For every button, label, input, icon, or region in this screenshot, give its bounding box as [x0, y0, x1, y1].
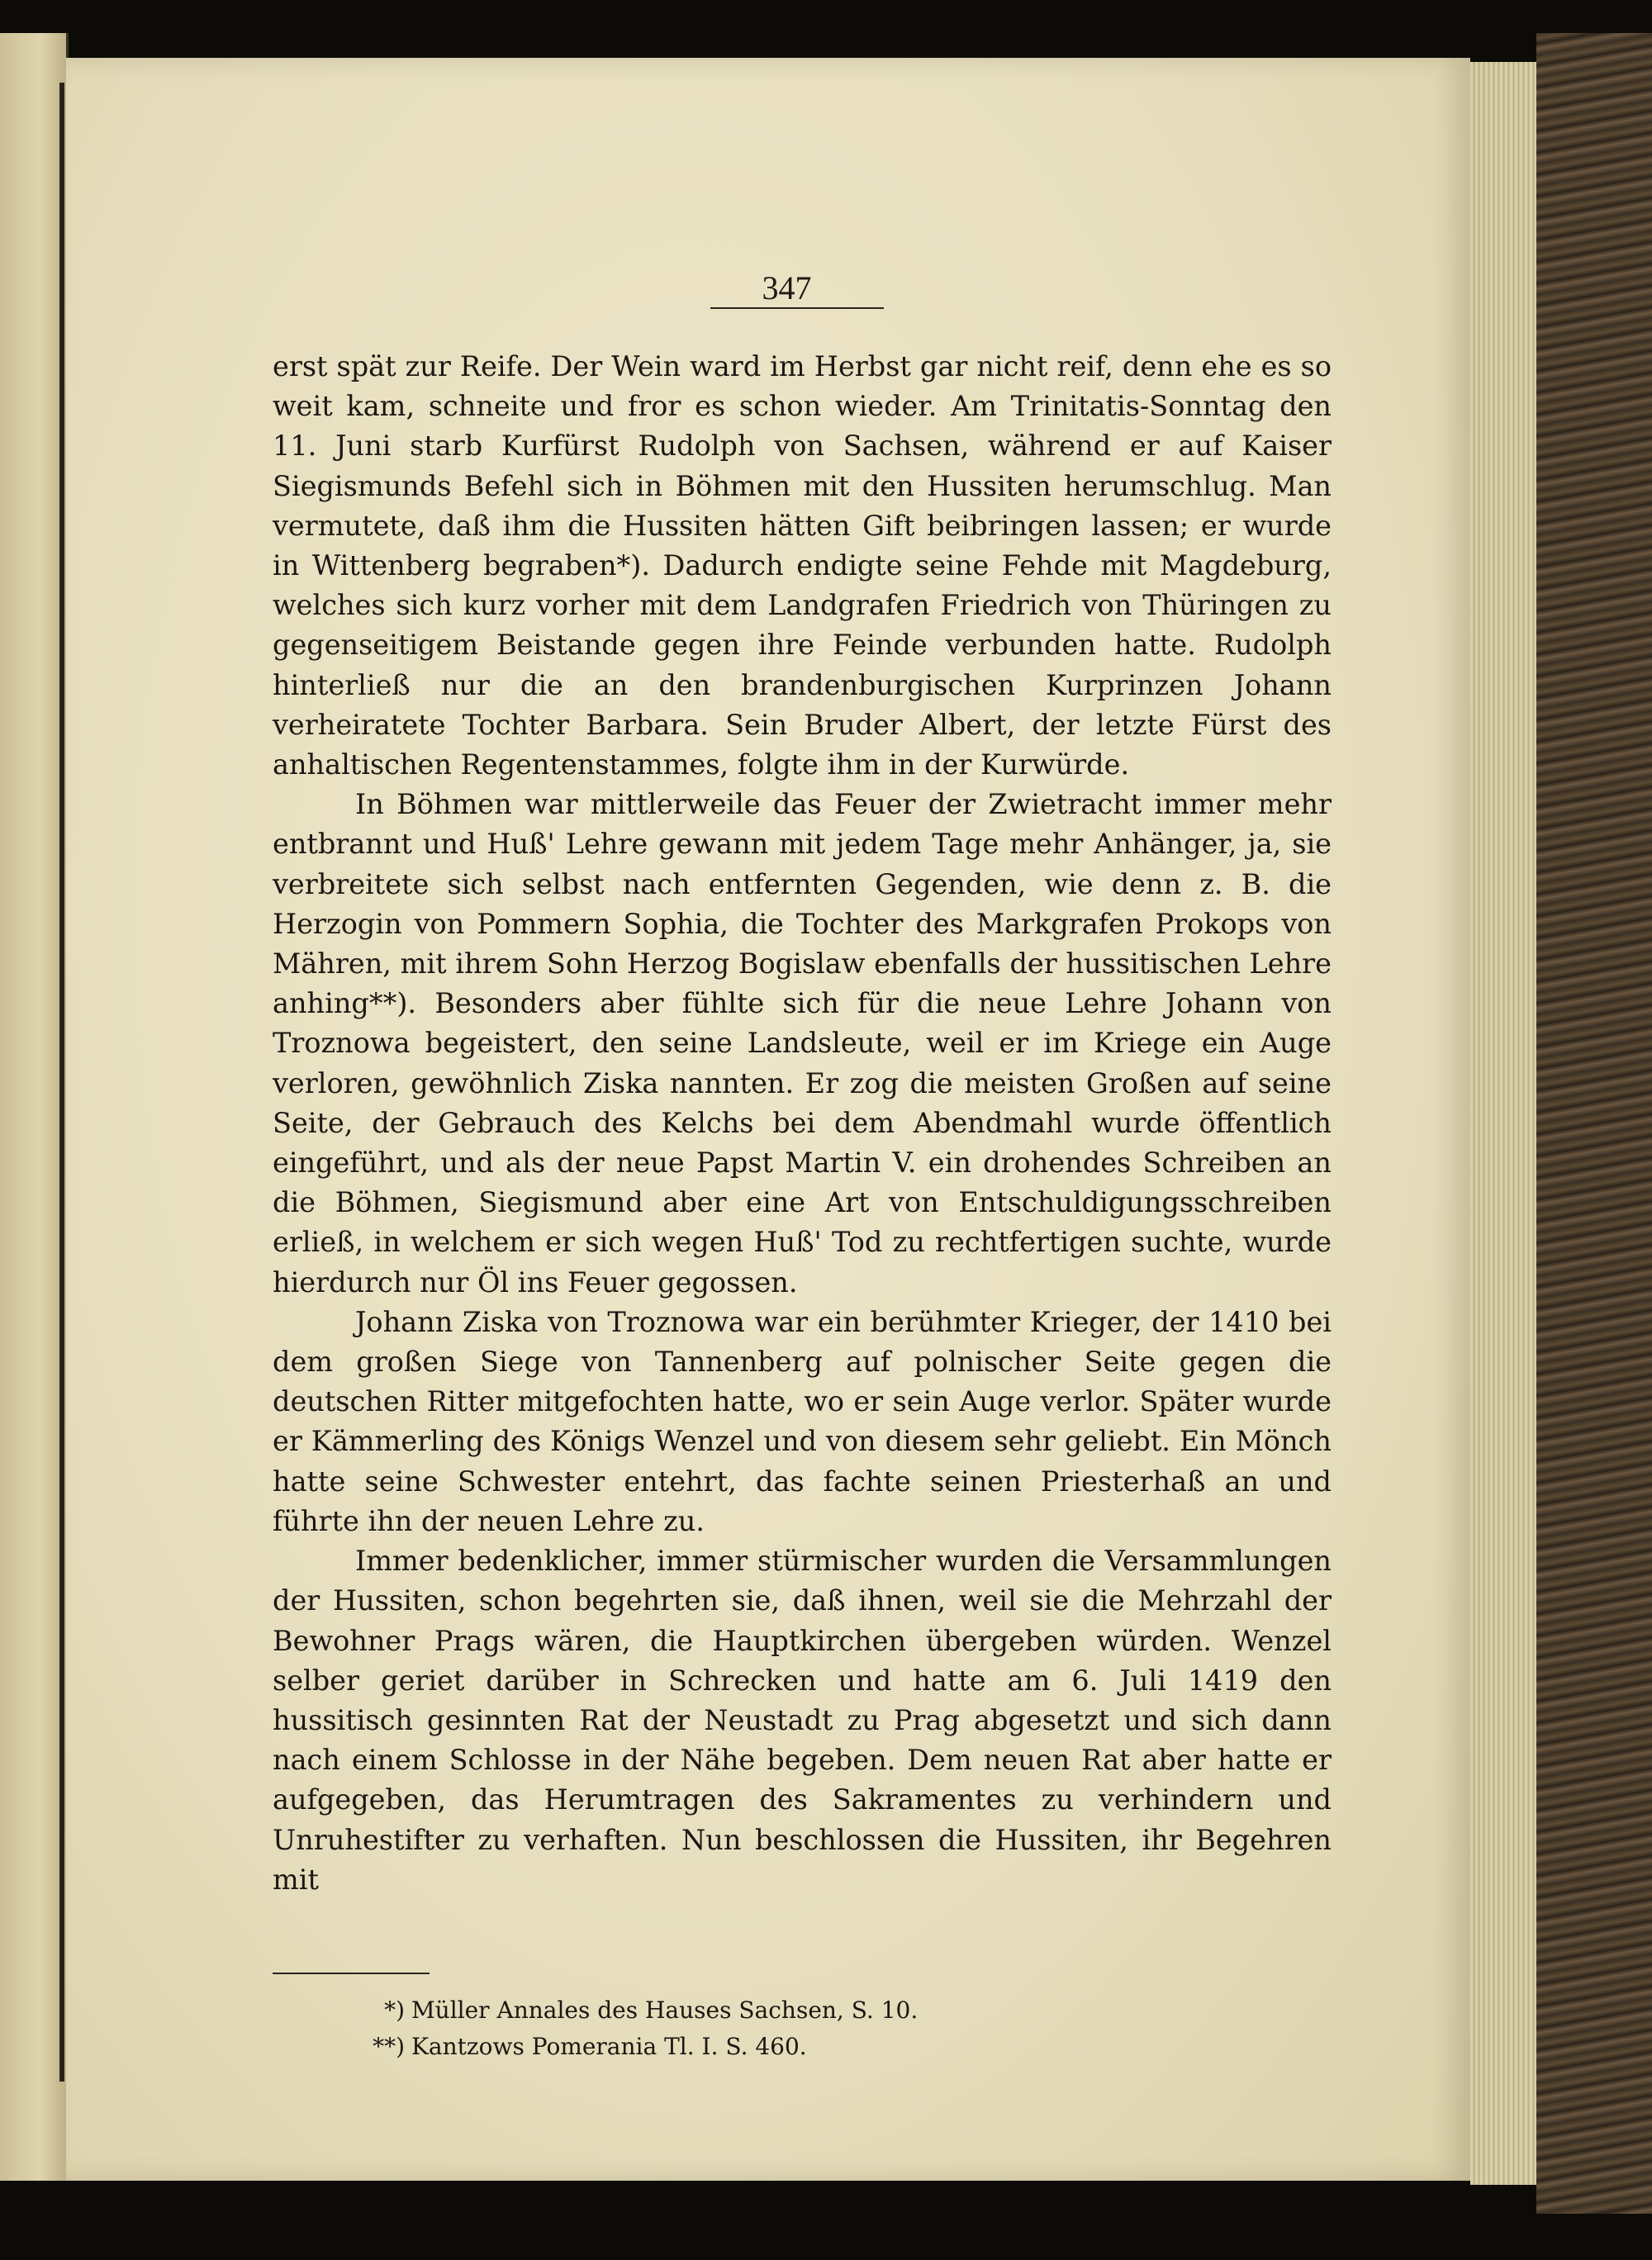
page-edge-stack — [1470, 62, 1536, 2185]
body-text — [273, 347, 1332, 1900]
binding-gutter — [59, 83, 64, 2082]
footnote-1 — [330, 1992, 1239, 2029]
footnote-2 — [330, 2029, 1239, 2065]
book-cover — [1536, 33, 1652, 2214]
page-number: 347 — [762, 269, 812, 306]
book-page — [66, 58, 1470, 2181]
footnote-text: Kantzows Pomerania Tl. I. S. 460. — [411, 2033, 807, 2060]
page-number-rule — [710, 307, 884, 309]
paragraph-4: Immer bedenklicher, immer stürmischer wurden die Versammlungen der Hussiten, schon begehrten sie, daß ihnen, weil sie die Mehrzahl der Bewohner Prags wären, die Hauptkirchen übergeben würden. Wenzel selber geriet darüber in Schrecken und hatte am 6. Juli 1419 den hussitisch gesinnten Rat der Neustadt zu Prag abgesetzt und sich dann nach einem Schlosse in der Nähe begeben. Dem neuen Rat aber hatte er aufgegeben, das Herumtragen des Sakramentes zu verhindern und Unruhestifter zu verhaften. Nun beschlossen die Hussiten, ihr Begehren mit — [273, 1545, 1332, 1896]
footnotes — [330, 1992, 1239, 2065]
paragraph-2: In Böhmen war mittlerweile das Feuer der Zwietracht immer mehr entbrannt und Huß' Lehre gewann mit jedem Tage mehr Anhänger, ja, sie verbreitete sich selbst nach entfernten Gegenden, wie denn z. B. die Herzogin von Pommern Sophia, die Tochter des Markgrafen Prokops von Mähren, mit ihrem Sohn Herzog Bogislaw ebenfalls der hussitischen Lehre anhing**). Besonders aber fühlte sich für die neue Lehre Johann von Troznowa begeistert, den seine Landsleute, weil er im Kriege ein Auge verloren, gewöhnlich Ziska nannten. Er zog die meisten Großen auf seine Seite, der Gebrauch des Kelchs bei dem Abendmahl wurde öffentlich eingeführt, und als der neue Papst Martin V. ein drohendes Schreiben an die Böhmen, Siegismund aber eine Art von Entschuldigungsschreiben erließ, in welchem er sich wegen Huß' Tod zu rechtfertigen suchte, wurde hierdurch nur Öl ins Feuer gegossen. — [273, 788, 1332, 1299]
footnote-mark: *) — [384, 1996, 405, 2024]
previous-page-edge — [0, 33, 69, 2181]
paragraph-3: Johann Ziska von Troznowa war ein berühmter Krieger, der 1410 bei dem großen Siege von Tannenberg auf polnischer Seite gegen die deutschen Ritter mitgefochten hatte, wo er sein Auge verlor. Später wurde er Kämmerling des Königs Wenzel und von diesem sehr geliebt. Ein Mönch hatte seine Schwester entehrt, das fachte seinen Priesterhaß an und führte ihn der neuen Lehre zu. — [273, 1305, 1332, 1537]
footnote-rule — [273, 1973, 430, 1974]
footnote-text: Müller Annales des Hauses Sachsen, S. 10. — [411, 1996, 919, 2024]
paragraph-1: erst spät zur Reife. Der Wein ward im Herbst gar nicht reif, denn ehe es so weit kam, schneite und fror es schon wieder. Am Trinitatis-Sonntag den 11. Juni starb Kurfürst Rudolph von Sachsen, während er auf Kaiser Siegismunds Befehl sich in Böhmen mit den Hussiten herumschlug. Man vermutete, daß ihm die Hussiten hätten Gift beibringen lassen; er wurde in Wittenberg begraben*). Dadurch endigte seine Fehde mit Magdeburg, welches sich kurz vorher mit dem Landgrafen Friedrich von Thüringen zu gegenseitigem Beistande gegen ihre Feinde verbunden hatte. Rudolph hinterließ nur die an den brandenburgischen Kurprinzen Johann verheiratete Tochter Barbara. Sein Bruder Albert, der letzte Fürst des anhaltischen Regentenstammes, folgte ihm in der Kurwürde. — [273, 350, 1332, 781]
footnote-mark: **) — [373, 2033, 405, 2060]
